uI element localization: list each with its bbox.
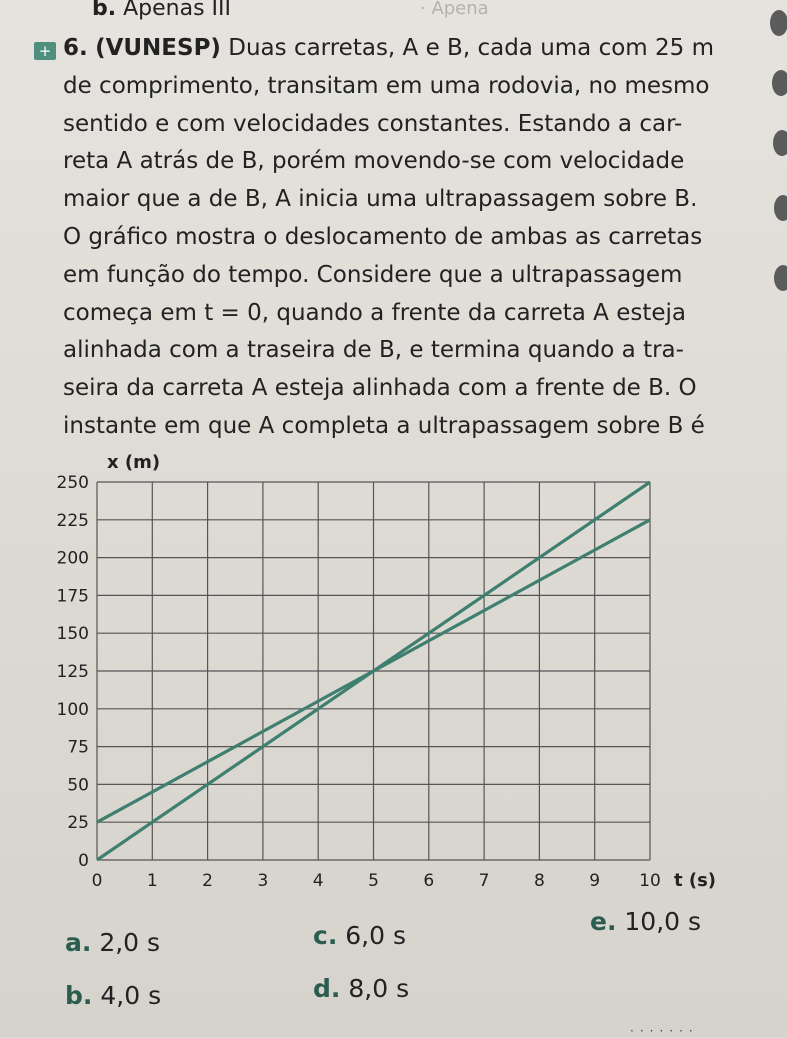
x-tick-label: 3 [257,871,269,891]
x-tick-label: 4 [312,871,324,891]
option-letter: a. [65,928,92,957]
y-tick-label: 175 [56,586,89,607]
question-source: (VUNESP) [95,35,221,61]
question-line: de comprimento, transitam em uma rodovia, no mesmo [63,72,710,99]
question-text [63,30,723,446]
option-letter: e. [590,907,617,936]
y-tick-label: 225 [56,510,89,531]
x-tick-label: 7 [478,871,490,891]
option-b[interactable] [65,981,161,1010]
faded-bleed-text: · Apena [420,0,489,19]
x-tick-label: 10 [639,871,661,891]
y-tick-label: 25 [67,813,89,834]
option-text: 10,0 s [624,907,702,936]
y-tick-label: 125 [56,662,89,682]
option-c[interactable] [313,921,406,950]
option-d[interactable] [313,974,409,1003]
question-line: O gráfico mostra o deslocamento de ambas as carretas [63,223,703,250]
x-axis-title: t (s) [674,870,717,891]
option-text: 4,0 s [100,981,162,1010]
binding-mark [772,70,787,96]
question-line: começa em t = 0, quando a frente da carreta A esteja [63,299,686,326]
previous-option-letter: b. [92,0,117,21]
previous-option-text: Apenas III [123,0,232,21]
question-line: maior que a de B, A inicia uma ultrapassagem sobre B. [63,186,698,213]
y-tick-label: 250 [56,473,89,493]
x-tick-label: 9 [589,871,601,891]
x-tick-label: 2 [202,871,214,891]
x-tick-label: 0 [91,871,103,891]
x-tick-label: 6 [423,871,435,891]
y-tick-label: 200 [56,548,89,569]
question-line: em função do tempo. Considere que a ultrapassagem [63,261,683,288]
question-line: reta A atrás de B, porém movendo-se com velocidade [63,148,685,175]
option-text: 2,0 s [99,928,161,957]
binding-mark [773,130,787,156]
binding-mark [774,195,787,221]
option-text: 8,0 s [348,974,410,1003]
displacement-time-chart [0,440,787,900]
question-line: seira da carreta A esteja alinhada com a frente de B. O [63,375,697,402]
question-line [63,30,723,68]
question-number: 6. [63,35,88,61]
question-line: alinhada com a traseira de B, e termina quando a tra- [63,337,684,364]
binding-mark [774,265,787,291]
previous-option [92,0,231,21]
x-tick-label: 1 [146,871,158,891]
question-line: sentido e com velocidades constantes. Estando a car- [63,110,683,137]
option-letter: d. [313,974,341,1003]
page-edge-dots: ······· [630,1024,699,1038]
option-e[interactable] [590,907,701,936]
y-tick-label: 75 [67,737,89,758]
y-tick-label: 100 [56,699,89,720]
option-letter: c. [313,921,338,950]
question-line: instante em que A completa a ultrapassagem sobre B é [63,412,705,439]
y-tick-label: 50 [67,775,89,796]
question-plus-icon: + [34,42,56,60]
y-tick-label: 0 [78,851,89,871]
y-axis-title: x (m) [107,452,161,473]
binding-mark [770,10,787,36]
option-text: 6,0 s [345,921,407,950]
x-tick-label: 8 [533,871,545,891]
y-tick-label: 150 [56,624,89,645]
x-tick-label: 5 [368,871,379,891]
question-line-text: Duas carretas, A e B, cada uma com 25 m [228,35,715,61]
option-letter: b. [65,981,93,1010]
option-a[interactable] [65,928,160,957]
